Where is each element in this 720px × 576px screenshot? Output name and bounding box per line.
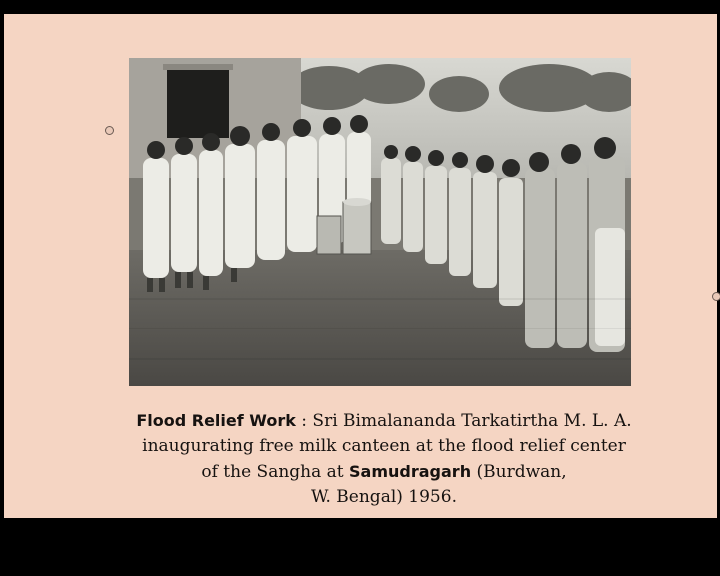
- caption-line-2: inaugurating free milk canteen at the flood relief center: [142, 436, 626, 456]
- caption-line-4: W. Bengal) 1956.: [311, 487, 457, 507]
- caption-place-name: Samudragarh: [349, 462, 472, 481]
- scanned-page: [4, 14, 717, 518]
- photo-crowd-right: [525, 137, 625, 352]
- caption-separator: :: [295, 411, 313, 431]
- photo-doorway: [167, 68, 229, 138]
- punch-hole-right: [712, 292, 720, 301]
- caption-line-3: [104, 459, 664, 485]
- caption-line-3-pre: of the Sangha at: [201, 462, 350, 482]
- caption-line-3-post: (Burdwan,: [471, 462, 567, 482]
- faint-bleed-through-text: [242, 20, 622, 36]
- historical-photograph: [129, 58, 631, 386]
- photo-caption: [104, 408, 664, 510]
- caption-heading: Flood Relief Work: [136, 411, 296, 430]
- punch-hole-left: [105, 126, 114, 135]
- caption-line-1-text: Sri Bimalananda Tarkatirtha M. L. A.: [312, 411, 632, 431]
- photo-illustration: [129, 58, 631, 386]
- caption-line-1: [104, 408, 664, 434]
